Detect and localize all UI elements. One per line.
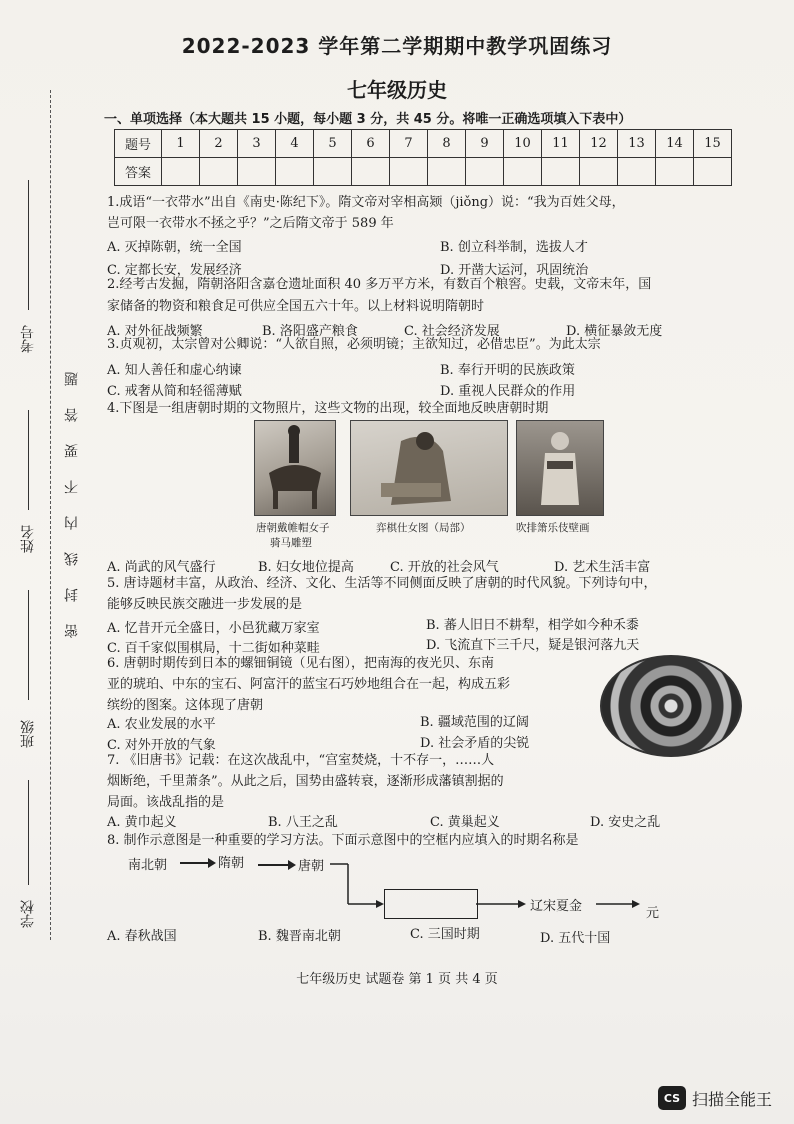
exam-number-blank[interactable] [28,180,29,310]
q5-stem-2: 能够反映民族交融进一步发展的是 [107,597,303,612]
q4-option-d: D. 艺术生活丰富 [554,560,651,575]
q3-option-c: C. 戒奢从简和轻徭薄赋 [107,384,242,399]
label-exam-number: 考号 [20,325,36,353]
q7-stem-3: 局面。该战乱指的是 [107,795,225,810]
q6-option-c: C. 对外开放的气象 [107,738,216,753]
q4-option-c: C. 开放的社会风气 [390,560,499,575]
q1-stem-2: 岂可限一衣带水不拯之乎？”之后隋文帝于 589 年 [107,216,394,231]
q7-stem-1: 7. 《旧唐书》记载：在这次战乱中，“宫室焚烧，十不存一，……人 [107,753,495,768]
section-heading: 一、单项选择（本大题共 15 小题，每小题 3 分，共 45 分。将唯一正确选项填入下表中） [104,112,632,127]
q6-option-b: B. 疆域范围的辽阔 [420,715,529,730]
answer-cell[interactable] [352,158,390,186]
watermark-text: 扫描全能王 [692,1089,773,1109]
q5-option-a: A. 忆昔开元全盛日，小邑犹藏万家室 [107,621,320,636]
q2-stem-1: 2.经考古发掘，隋朝洛阳含嘉仓遗址面积 40 多万平方米，有数百个粮窖。史载，文帝末年，国 [107,277,652,292]
answer-cell[interactable] [580,158,618,186]
exam-subject: 七年级历史 [347,78,447,102]
question-number: 7 [390,130,428,158]
q1-option-b: B. 创立科举制，选拔人才 [440,240,588,255]
answer-cell[interactable] [542,158,580,186]
question-number: 15 [694,130,732,158]
q1-option-d: D. 开凿大运河，巩固统治 [440,263,589,278]
artifact-photo-mural [516,420,604,516]
answer-cell[interactable] [314,158,352,186]
q6-option-a: A. 农业发展的水平 [107,717,216,732]
timeline-blank-box[interactable] [384,889,478,919]
q1-option-c: C. 定都长安，发展经济 [107,263,242,278]
q7-option-c: C. 黄巢起义 [430,815,500,830]
q2-option-c: C. 社会经济发展 [404,324,500,339]
timeline-node-liaosong: 辽宋夏金 [530,899,583,914]
answer-table-answer-row [115,158,732,186]
q8-option-a: A. 春秋战国 [107,929,177,944]
name-blank[interactable] [28,410,29,510]
exam-title: 2022-2023 学年第二学期期中教学巩固练习 [181,34,613,58]
answer-cell[interactable] [656,158,694,186]
question-number: 4 [276,130,314,158]
q1-option-a: A. 灭掉陈朝，统一全国 [107,240,242,255]
question-number: 10 [504,130,542,158]
answer-cell[interactable] [466,158,504,186]
question-number: 11 [542,130,580,158]
question-number: 14 [656,130,694,158]
question-number: 1 [162,130,200,158]
question-number: 9 [466,130,504,158]
q6-stem-1: 6. 唐朝时期传到日本的螺钿铜镜（见右图），把南海的夜光贝、东南 [107,656,495,671]
q3-stem-1: 3.贞观初，太宗曾对公卿说：“人欲自照，必须明镜；主欲知过，必借忠臣”。为此太宗 [107,337,601,352]
camscanner-logo-icon: CS [658,1086,686,1110]
answer-cell[interactable] [618,158,656,186]
question-number: 12 [580,130,618,158]
answer-cell[interactable] [238,158,276,186]
q3-option-b: B. 奉行开明的民族政策 [440,363,575,378]
table-answer-label: 答案 [115,158,162,186]
question-number: 5 [314,130,352,158]
q2-stem-2: 家储备的物资和粮食足可供应全国五六十年。以上材料说明隋朝时 [107,299,485,314]
answer-cell[interactable] [428,158,466,186]
q3-option-a: A. 知人善任和虚心纳谏 [107,363,242,378]
q4-stem-1: 4.下图是一组唐朝时期的文物照片，这些文物的出现，较全面地反映唐朝时期 [107,401,549,416]
q8-option-c: C. 三国时期 [410,927,480,942]
q5-option-c: C. 百千家似围棋局，十二街如种菜畦 [107,641,320,656]
timeline-node-sui: 隋朝 [218,856,245,871]
answer-cell[interactable] [200,158,238,186]
q7-stem-2: 烟断绝，千里萧条”。从此之后，国势由盛转衰，逐渐形成藩镇割据的 [107,774,504,789]
question-number: 3 [238,130,276,158]
bronze-mirror-image [600,655,742,757]
answer-table-header-row [115,130,732,158]
table-header-label: 题号 [115,130,162,158]
answer-cell[interactable] [694,158,732,186]
q6-stem-2: 亚的琥珀、中东的宝石、阿富汗的蓝宝石巧妙地组合在一起，构成五彩 [107,677,511,692]
q2-option-a: A. 对外征战频繁 [107,324,203,339]
q7-option-b: B. 八王之乱 [268,815,338,830]
artifact-caption-1b: 骑马雕塑 [270,537,312,549]
question-number: 6 [352,130,390,158]
q5-option-d: D. 飞流直下三千尺，疑是银河落九天 [426,638,640,653]
q2-option-b: B. 洛阳盛产粮食 [262,324,358,339]
seal-line [50,90,51,940]
label-school: 学校 [20,900,36,928]
q1-stem-1: 1.成语“一衣带水”出自《南史·陈纪下》。隋文帝对宰相高颎（jiǒng）说：“我为百姓父母， [107,195,625,210]
q2-option-d: D. 横征暴敛无度 [566,324,663,339]
question-number: 13 [618,130,656,158]
q5-stem-1: 5. 唐诗题材丰富，从政治、经济、文化、生活等不同侧面反映了唐朝的时代风貌。下列诗句中， [107,576,657,591]
q8-option-d: D. 五代十国 [540,931,611,946]
artifact-caption-3: 吹排箫乐伎壁画 [516,522,590,534]
q5-option-b: B. 蕃人旧日不耕犁，相学如今种禾黍 [426,618,639,633]
artifact-photo-go-painting [350,420,508,516]
answer-table [114,129,732,186]
school-blank[interactable] [28,780,29,885]
answer-cell[interactable] [390,158,428,186]
answer-cell[interactable] [162,158,200,186]
artifact-caption-2: 弈棋仕女图（局部） [376,522,471,534]
q6-option-d: D. 社会矛盾的尖锐 [420,736,530,751]
timeline-node-yuan: 元 [646,906,660,921]
class-blank[interactable] [28,590,29,700]
arrow-icon [178,856,218,870]
answer-cell[interactable] [504,158,542,186]
q8-option-b: B. 魏晋南北朝 [258,929,341,944]
artifact-caption-1a: 唐朝戴帷帽女子 [256,522,330,534]
q4-option-a: A. 尚武的风气盛行 [107,560,216,575]
binding-margin [10,80,80,940]
scanner-watermark [658,1086,772,1110]
question-number: 8 [428,130,466,158]
seal-warning: 密封线内不要答题 [64,350,80,638]
arrow-icon [256,858,298,872]
question-number: 2 [200,130,238,158]
q3-option-d: D. 重视人民群众的作用 [440,384,576,399]
timeline-node-tang: 唐朝 [298,859,325,874]
q7-option-d: D. 安史之乱 [590,815,661,830]
answer-cell[interactable] [276,158,314,186]
label-name: 姓名 [20,525,36,553]
q8-stem-1: 8. 制作示意图是一种重要的学习方法。下面示意图中的空框内应填入的时期名称是 [107,833,579,848]
timeline-node-nanbeichao: 南北朝 [128,858,168,873]
artifact-photo-horse-rider [254,420,336,516]
label-class: 班级 [20,720,36,748]
q7-option-a: A. 黄巾起义 [107,815,177,830]
q4-option-b: B. 妇女地位提高 [258,560,354,575]
page-footer: 七年级历史 试题卷 第 1 页 共 4 页 [296,972,498,987]
q6-stem-3: 缤纷的图案。这体现了唐朝 [107,698,264,713]
